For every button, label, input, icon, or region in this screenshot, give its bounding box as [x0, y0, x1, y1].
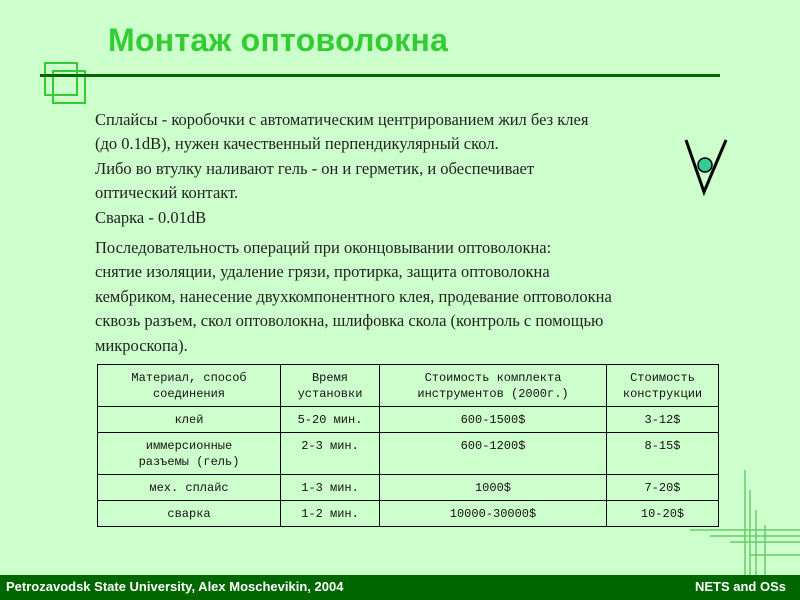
table-cell: сварка [98, 501, 281, 527]
title-divider [40, 74, 720, 77]
table-cell: 2-3 мин. [281, 433, 380, 475]
header-cell [607, 365, 719, 407]
slide-title: Монтаж оптоволокна [108, 22, 449, 58]
v-groove-fiber-icon [684, 138, 728, 196]
table-cell: 1000$ [380, 475, 607, 501]
table-cell: 10000-30000$ [380, 501, 607, 527]
grid-lines-icon [690, 470, 800, 575]
table-cell: 1-3 мин. [281, 475, 380, 501]
text-line: сквозь разъем, скол оптоволокна, шлифовка скола (контроль с помощью [95, 311, 604, 331]
paragraph-procedure [95, 236, 735, 358]
header-line: Стоимость [630, 371, 695, 385]
footer-bar [0, 575, 800, 600]
header-line: конструкции [622, 387, 703, 401]
table-cell: 600-1200$ [380, 433, 607, 475]
text-line: (до 0.1dB), нужен качественный перпендикулярный скол. [95, 134, 499, 154]
text-line: Сварка - 0.01dB [95, 207, 207, 227]
table-cell: мех. сплайс [98, 475, 281, 501]
table-cell: 3-12$ [607, 407, 719, 433]
table-cell [98, 433, 281, 475]
cell-line: разъемы (гель) [138, 455, 240, 469]
table-row [98, 407, 719, 433]
text-line: Либо во втулку наливают гель - он и герметик, и обеспечивает [95, 158, 535, 178]
text-line: микроскопа). [95, 335, 188, 355]
header-line: Стоимость комплекта [424, 371, 562, 385]
text-line: снятие изоляции, удаление грязи, протирка, защита оптоволокна [95, 262, 550, 282]
table-row [98, 501, 719, 527]
header-line: Время [311, 371, 348, 385]
header-line: соединения [152, 387, 225, 401]
table-cell: 10-20$ [607, 501, 719, 527]
text-line: Последовательность операций при оконцовывании оптоволокна: [95, 238, 552, 257]
header-cell [380, 365, 607, 407]
table-row [98, 475, 719, 501]
paragraph-splices [95, 108, 715, 230]
table-header-row [98, 365, 719, 407]
footer-course: NETS and OSs [694, 579, 786, 594]
text-line: кембриком, нанесение двухкомпонентного клея, продевание оптоволокна [95, 286, 612, 306]
header-cell [281, 365, 380, 407]
table-cell: 600-1500$ [380, 407, 607, 433]
header-line: инструментов (2000г.) [417, 387, 569, 401]
table-cell: 1-2 мин. [281, 501, 380, 527]
comparison-table [97, 364, 719, 527]
table-row [98, 433, 719, 475]
cell-line: иммерсионные [145, 439, 233, 453]
header-cell [98, 365, 281, 407]
text-line: Сплайсы - коробочки с автоматическим центрированием жил без клея [95, 110, 589, 129]
table-cell: клей [98, 407, 281, 433]
footer-credit: Petrozavodsk State University, Alex Moschevikin, 2004 [6, 579, 344, 594]
table-cell: 8-15$ [607, 433, 719, 475]
table-cell: 7-20$ [607, 475, 719, 501]
header-line: Материал, способ [131, 371, 247, 385]
text-line: оптический контакт. [95, 183, 239, 203]
header-line: установки [297, 387, 363, 401]
table-cell: 5-20 мин. [281, 407, 380, 433]
